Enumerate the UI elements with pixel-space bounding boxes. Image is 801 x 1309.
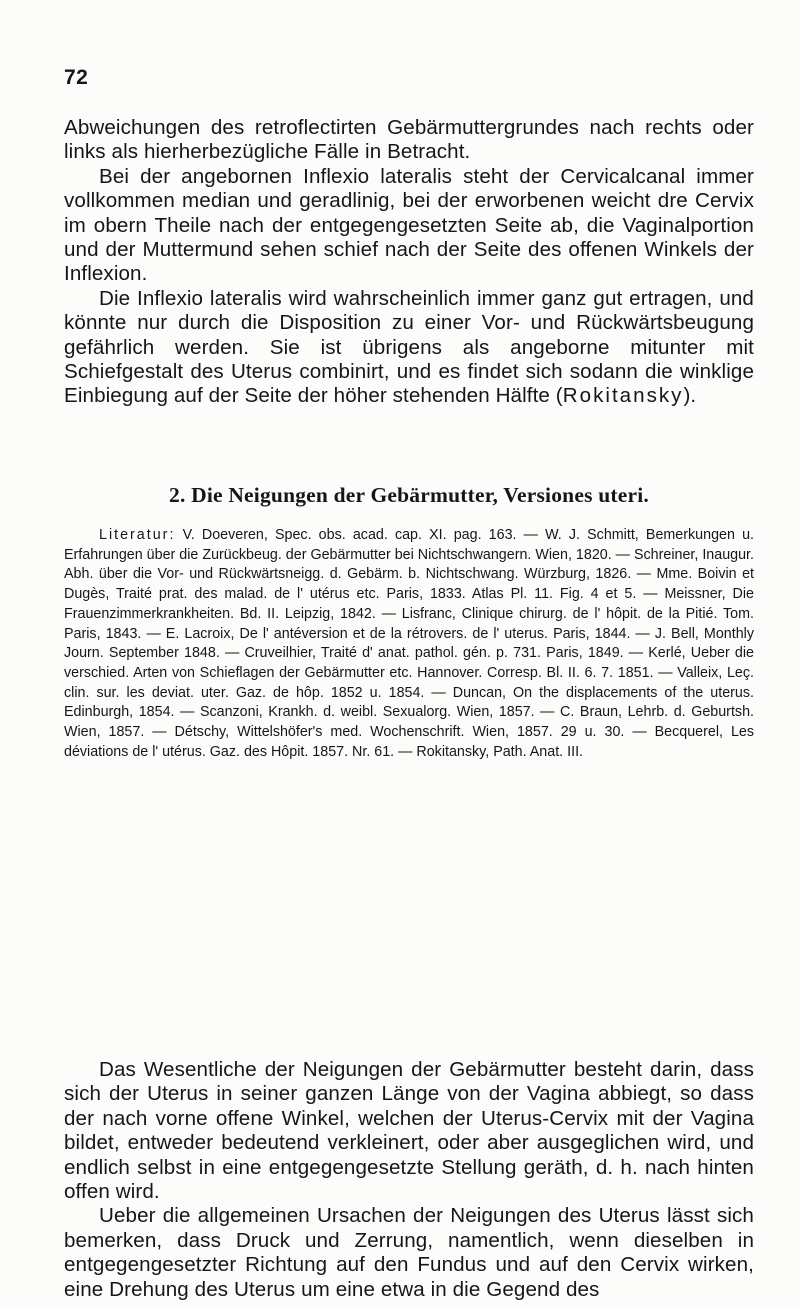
main-paragraph-1: Das Wesentliche der Neigungen der Gebärmutter besteht darin, dass sich der Uterus in seiner ganzen Länge von der Vagina abbiegt, so dass der nach vorne offene Winkel, welchen der Uterus-Cervix mit der Vagina bildet, entweder bedeutend verkleinert, oder aber ausgeglichen wird, und endlich selbst in eine entgegengesetzte Stellung geräth, d. h. nach hinten offen wird.: [64, 1058, 754, 1204]
intro-paragraph-2: Bei der angebornen Inflexio lateralis steht der Cervicalcanal immer vollkommen median und geradlinig, bei der erworbenen weicht dre Cervix im obern Theile nach der entgegengesetzten Seite ab, die Vaginalportion und der Muttermund sehen schief nach der Seite des offenen Winkels der Inflexion.: [64, 164, 754, 286]
page-number: 72: [64, 66, 89, 89]
literature-label: Literatur:: [99, 527, 176, 543]
main-paragraph-2: Ueber die allgemeinen Ursachen der Neigungen des Uterus lässt sich bemerken, dass Druck und Zerrung, namentlich, wenn dieselben in entgegengesetzter Richtung auf den Fundus und auf den Cervix wirken, eine Drehung des Uterus um eine etwa in die Gegend des: [64, 1204, 754, 1301]
intro-paragraph-3: [64, 287, 754, 409]
main-text-block: [64, 1058, 754, 1302]
literature-references: [64, 526, 754, 762]
literature-text: V. Doeveren, Spec. obs. acad. cap. XI. pag. 163. — W. J. Schmitt, Bemerkungen u. Erfahrungen über die Zurückbeug. der Gebärmutter bei Nichtschwangern. Wien, 1820. — Schreiner, Inaugur. Abh. über die Vor- und Rückwärtsneigg. d. Gebärm. b. Nichtschwang. Würzburg, 1826. — Mme. Boivin et Dugès, Traité prat. des malad. de l' utérus etc. Paris, 1833. Atlas Pl. 11. Fig. 4 et 5. — Meissner, Die Frauenzimmerkrankheiten. Bd. II. Leipzig, 1842. — Lisfranc, Clinique chirurg. de l' hôpit. de la Pitié. Tom. Paris, 1843. — E. Lacroix, De l' antéversion et de la rétrovers. de l' uterus. Paris, 1844. — J. Bell, Monthly Journ. September 1848. — Cruveilhier, Traité d' anat. pathol. gén. p. 731. Paris, 1849. — Kerlé, Ueber die verschied. Arten von Schieflagen der Gebärmutter etc. Hannover. Corresp. Bl. II. 6. 7. 1851. — Valleix, Leç. clin. sur. les deviat. uter. Gaz. de hôp. 1852 u. 1854. — Duncan, On the displacements of the uterus. Edinburgh, 1854. — Scanzoni, Krankh. d. weibl. Sexualorg. Wien, 1857. — C. Braun, Lehrb. d. Geburtsh. Wien, 1857. — Détschy, Wittelshöfer's med. Wochenschrift. Wien, 1857. 29 u. 30. — Becquerel, Les déviations de l' utérus. Gaz. des Hôpit. 1857. Nr. 61. — Rokitansky, Path. Anat. III.: [64, 527, 754, 760]
section-heading: 2. Die Neigungen der Gebärmutter, Versiones uteri.: [169, 483, 649, 507]
intro-paragraph-3-end: ).: [683, 384, 697, 408]
intro-text-block: [64, 116, 754, 409]
intro-paragraph-1: Abweichungen des retroflectirten Gebärmuttergrundes nach rechts oder links als hierherbezügliche Fälle in Betracht.: [64, 116, 754, 164]
intro-paragraph-3-author: Rokitansky: [562, 384, 684, 408]
intro-paragraph-3-text: Die Inflexio lateralis wird wahrscheinlich immer ganz gut ertragen, und könnte nur durch die Disposition zu einer Vor- und Rückwärtsbeugung gefährlich werden. Sie ist übrigens als angeborne mitunter mit Schiefgestalt des Uterus combinirt, und es findet sich sodann die winklige Einbiegung auf der Seite der höher stehenden Hälfte (: [64, 286, 754, 408]
